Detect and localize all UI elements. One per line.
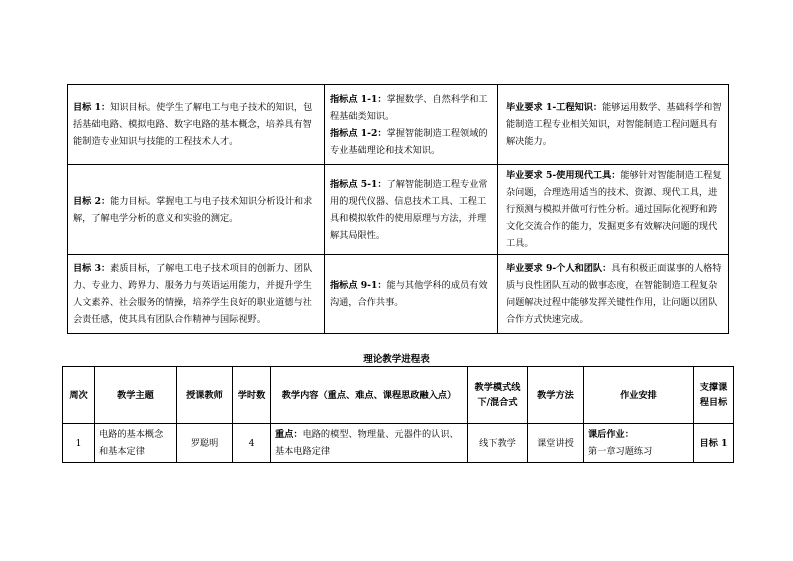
header-homework: 作业安排 [584,367,694,424]
topic-cell: 电路的基本概念和基本定律 [95,424,177,463]
indicator-cell [325,165,498,255]
requirement-label: 毕业要求 1-工程知识： [506,102,603,113]
method-cell: 课堂讲授 [528,424,584,463]
indicator-text: 能与其他学科的成员有效沟通，合作共事。 [330,280,488,308]
teacher-cell: 罗聪明 [177,424,233,463]
indicator-text: 掌握智能制造工程领域的专业基础理论和技术知识。 [330,127,488,156]
homework-text: 第一章习题练习 [588,446,653,457]
header-topic: 教学主题 [95,367,177,424]
requirement-text: 能够针对智能制造工程复杂问题，合理选用适当的技术、资源、现代工具，进行预测与模拟并做可行性分析。通过国际化视野和跨文化交流合作的能力，发掘更多有效解决问题的现代工具。 [506,170,722,249]
indicator-item [330,91,492,125]
content-text: 电路的模型、物理量、元器件的认识、基本电路定律 [275,429,459,457]
indicator-label: 指标点 9-1： [330,280,387,291]
objective-row-3 [68,255,729,334]
content-label: 重点： [275,429,303,440]
goal-label: 目标 2： [73,195,111,207]
week-cell: 1 [63,424,95,463]
content-cell [271,424,468,463]
requirement-label: 毕业要求 5-使用现代工具： [506,170,621,181]
homework-label: 课后作业： [588,429,634,440]
mode-cell: 线下教学 [468,424,528,463]
header-content: 教学内容（重点、难点、课程思政融入点） [271,367,468,424]
goal-label: 目标 1： [73,102,111,113]
objective-row-1 [68,85,729,165]
graduation-requirement-cell [498,165,729,255]
indicator-label: 指标点 1-2： [330,127,387,139]
support-cell: 目标 1 [694,424,734,463]
goal-text: 能力目标。掌握电工与电子技术知识分析设计和求解，了解电学分析的意义和实验的测定。 [73,195,313,224]
schedule-title: 理论教学进程表 [363,354,430,365]
indicator-text: 了解智能制造工程专业常用的现代仪器、信息技术工具、工程工具和模拟软件的使用原理与方法，并理解其局限性。 [330,178,488,241]
header-hours: 学时数 [233,367,271,424]
header-teacher: 授课教师 [177,367,233,424]
indicator-item [330,125,492,159]
homework-cell [584,424,694,463]
goal-text: 知识目标。使学生了解电工与电子技术的知识，包括基础电路、模拟电路、数字电路的基本概念，培养具有智能制造专业知识与技能的工程技术人才。 [73,102,313,147]
header-week: 周次 [63,367,95,424]
header-mode: 教学模式线下/混合式 [468,367,528,424]
goal-label: 目标 3： [73,263,111,274]
schedule-header-row [63,367,734,424]
goal-text: 素质目标，了解电工电子技术项目的创新力、团队力、专业力、跨界力、服务力与英语运用能力，并提升学生人文素养、社会服务的情操，培养学生良好的职业道德与社会责任感，使其具有团队合作精神与国际视野。 [73,263,313,325]
objective-row-2 [68,165,729,255]
course-goal-cell [68,165,325,255]
table-row [63,424,734,463]
schedule-table [62,366,734,463]
graduation-requirement-cell [498,85,729,165]
objectives-table [67,84,729,334]
indicator-cell [325,255,498,334]
header-method: 教学方法 [528,367,584,424]
course-goal-cell [68,255,325,334]
indicator-cell [325,85,498,165]
graduation-requirement-cell [498,255,729,334]
indicator-label: 指标点 1-1： [330,93,387,105]
requirement-label: 毕业要求 9-个人和团队： [506,263,612,274]
indicator-label: 指标点 5-1： [330,178,387,190]
requirement-text: 具有积极正面谋事的人格特质与良性团队互动的做事态度，在智能制造工程复杂问题解决过程中能够发挥关键性作用，让问题以团队合作方式快速完成。 [506,263,722,325]
requirement-text: 能够运用数学、基础科学和智能制造工程专业相关知识，对智能制造工程问题具有解决能力。 [506,102,722,147]
course-goal-cell [68,85,325,165]
header-support: 支撑课程目标 [694,367,734,424]
indicator-text: 掌握数学、自然科学和工程基础类知识。 [330,93,488,122]
hours-cell: 4 [233,424,271,463]
